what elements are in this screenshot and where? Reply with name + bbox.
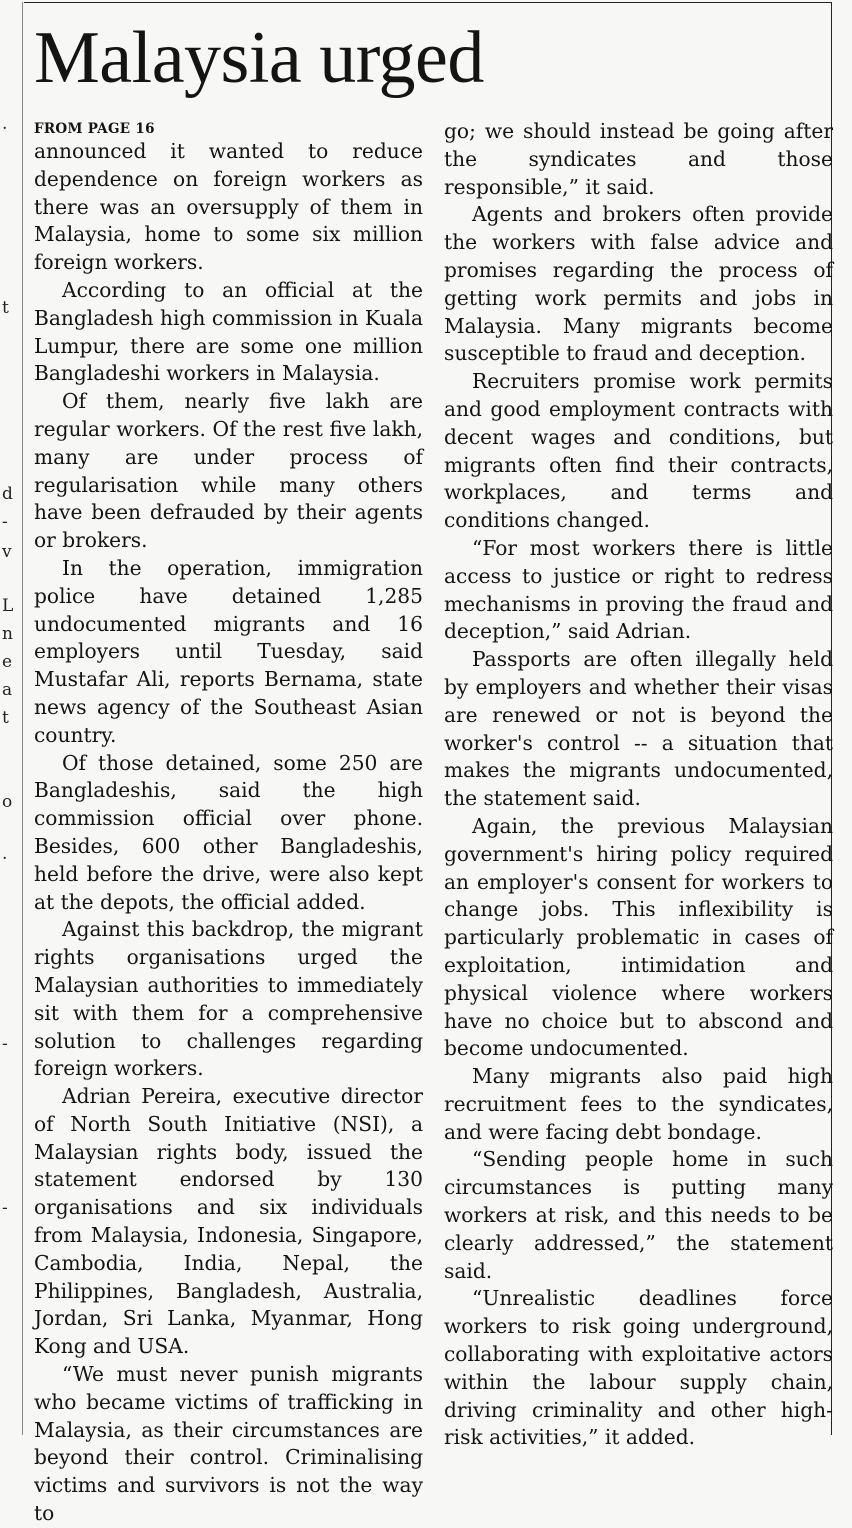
paragraph: Of them, nearly five lakh are regular workers. Of the rest five lakh, many are under process of regularisation while many others have been defrauded by their agents or brokers.: [34, 389, 423, 553]
article-column-right: [444, 118, 833, 1452]
margin-fragment: -: [2, 1198, 8, 1218]
margin-fragment: d: [2, 484, 13, 504]
margin-fragment: a: [2, 680, 13, 700]
paragraph: Recruiters promise work permits and good employment contracts with decent wages and conditions, but migrants often find their contracts, workplaces, and terms and conditions changed.: [444, 369, 833, 533]
paragraph: “Sending people home in such circumstances is putting many workers at risk, and this needs to be clearly addressed,” the statement said.: [444, 1147, 833, 1283]
margin-fragment: e: [2, 652, 13, 672]
margin-fragment: -: [2, 1034, 8, 1054]
margin-fragment: L: [2, 596, 14, 616]
paragraph: Again, the previous Malaysian government's hiring policy required an employer's consent for workers to change jobs. This inflexibility is particularly problematic in cases of exploitation, intimidation and physical violence where workers have no choice but to abscond and become undocumented.: [444, 813, 833, 1061]
paragraph: “We must never punish migrants who became victims of trafficking in Malaysia, as their circumstances are beyond their control. Criminalising victims and survivors is not the way to: [34, 1362, 423, 1526]
paragraph: go; we should instead be going after the syndicates and those responsible,” it said.: [444, 119, 833, 199]
paragraph: Of those detained, some 250 are Bangladeshis, said the high commission official over phone. Besides, 600 other Bangladeshis, held before the drive, were also kept at the depots, the official added.: [34, 750, 423, 914]
margin-fragment: -: [2, 512, 8, 532]
paragraph: Against this backdrop, the migrant rights organisations urged the Malaysian authorities to immediately sit with them for a comprehensive solution to challenges regarding foreign workers.: [34, 917, 423, 1081]
paragraph: According to an official at the Bangladesh high commission in Kuala Lumpur, there are some one million Bangladeshi workers in Malaysia.: [34, 277, 423, 386]
paragraph: Agents and brokers often provide the workers with false advice and promises regarding the process of getting work permits and jobs in Malaysia. Many migrants become susceptible to fraud and deception.: [444, 202, 833, 366]
dateline: FROM PAGE 16: [34, 121, 155, 137]
margin-fragment: t: [2, 708, 9, 728]
margin-fragment: t: [2, 298, 9, 318]
left-column-rule: [22, 2, 23, 1435]
paragraph: “For most workers there is little access to justice or right to redress mechanisms in proving the fraud and deception,” said Adrian.: [444, 535, 833, 644]
paragraph: announced it wanted to reduce dependence on foreign workers as there was an oversupply of them in Malaysia, home to some six million foreign workers.: [34, 139, 423, 275]
paragraph: In the operation, immigration police have detained 1,285 undocumented migrants and 16 employers until Tuesday, said Mustafar Ali, reports Bernama, state news agency of the Southeast Asian country.: [34, 555, 423, 747]
paragraph: Passports are often illegally held by employers and whether their visas are renewed or not is beyond the worker's control -- a situation that makes the migrants undocumented, the statement said.: [444, 647, 833, 811]
paragraph: Adrian Pereira, executive director of North South Initiative (NSI), a Malaysian rights body, issued the statement endorsed by 130 organisations and six individuals from Malaysia, Indonesia, Singapore, Cambodia, India, Nepal, the Philippines, Bangladesh, Australia, Jordan, Sri Lanka, Myanmar, Hong Kong and USA.: [34, 1084, 423, 1359]
margin-fragment: n: [2, 624, 13, 644]
margin-fragment: o: [2, 792, 13, 812]
article-column-left: [34, 118, 423, 1528]
top-rule: [24, 2, 832, 3]
paragraph: Many migrants also paid high recruitment fees to the syndicates, and were facing debt bondage.: [444, 1064, 833, 1144]
adjacent-article-fragments: [0, 0, 20, 1435]
margin-fragment: .: [2, 114, 8, 134]
paragraph: “Unrealistic deadlines force workers to risk going underground, collaborating with exploitative actors within the labour supply chain, driving criminality and other high-risk activities,” it added.: [444, 1286, 833, 1450]
headline: Malaysia urged: [34, 17, 484, 99]
margin-fragment: .: [2, 844, 8, 864]
margin-fragment: v: [2, 542, 12, 562]
